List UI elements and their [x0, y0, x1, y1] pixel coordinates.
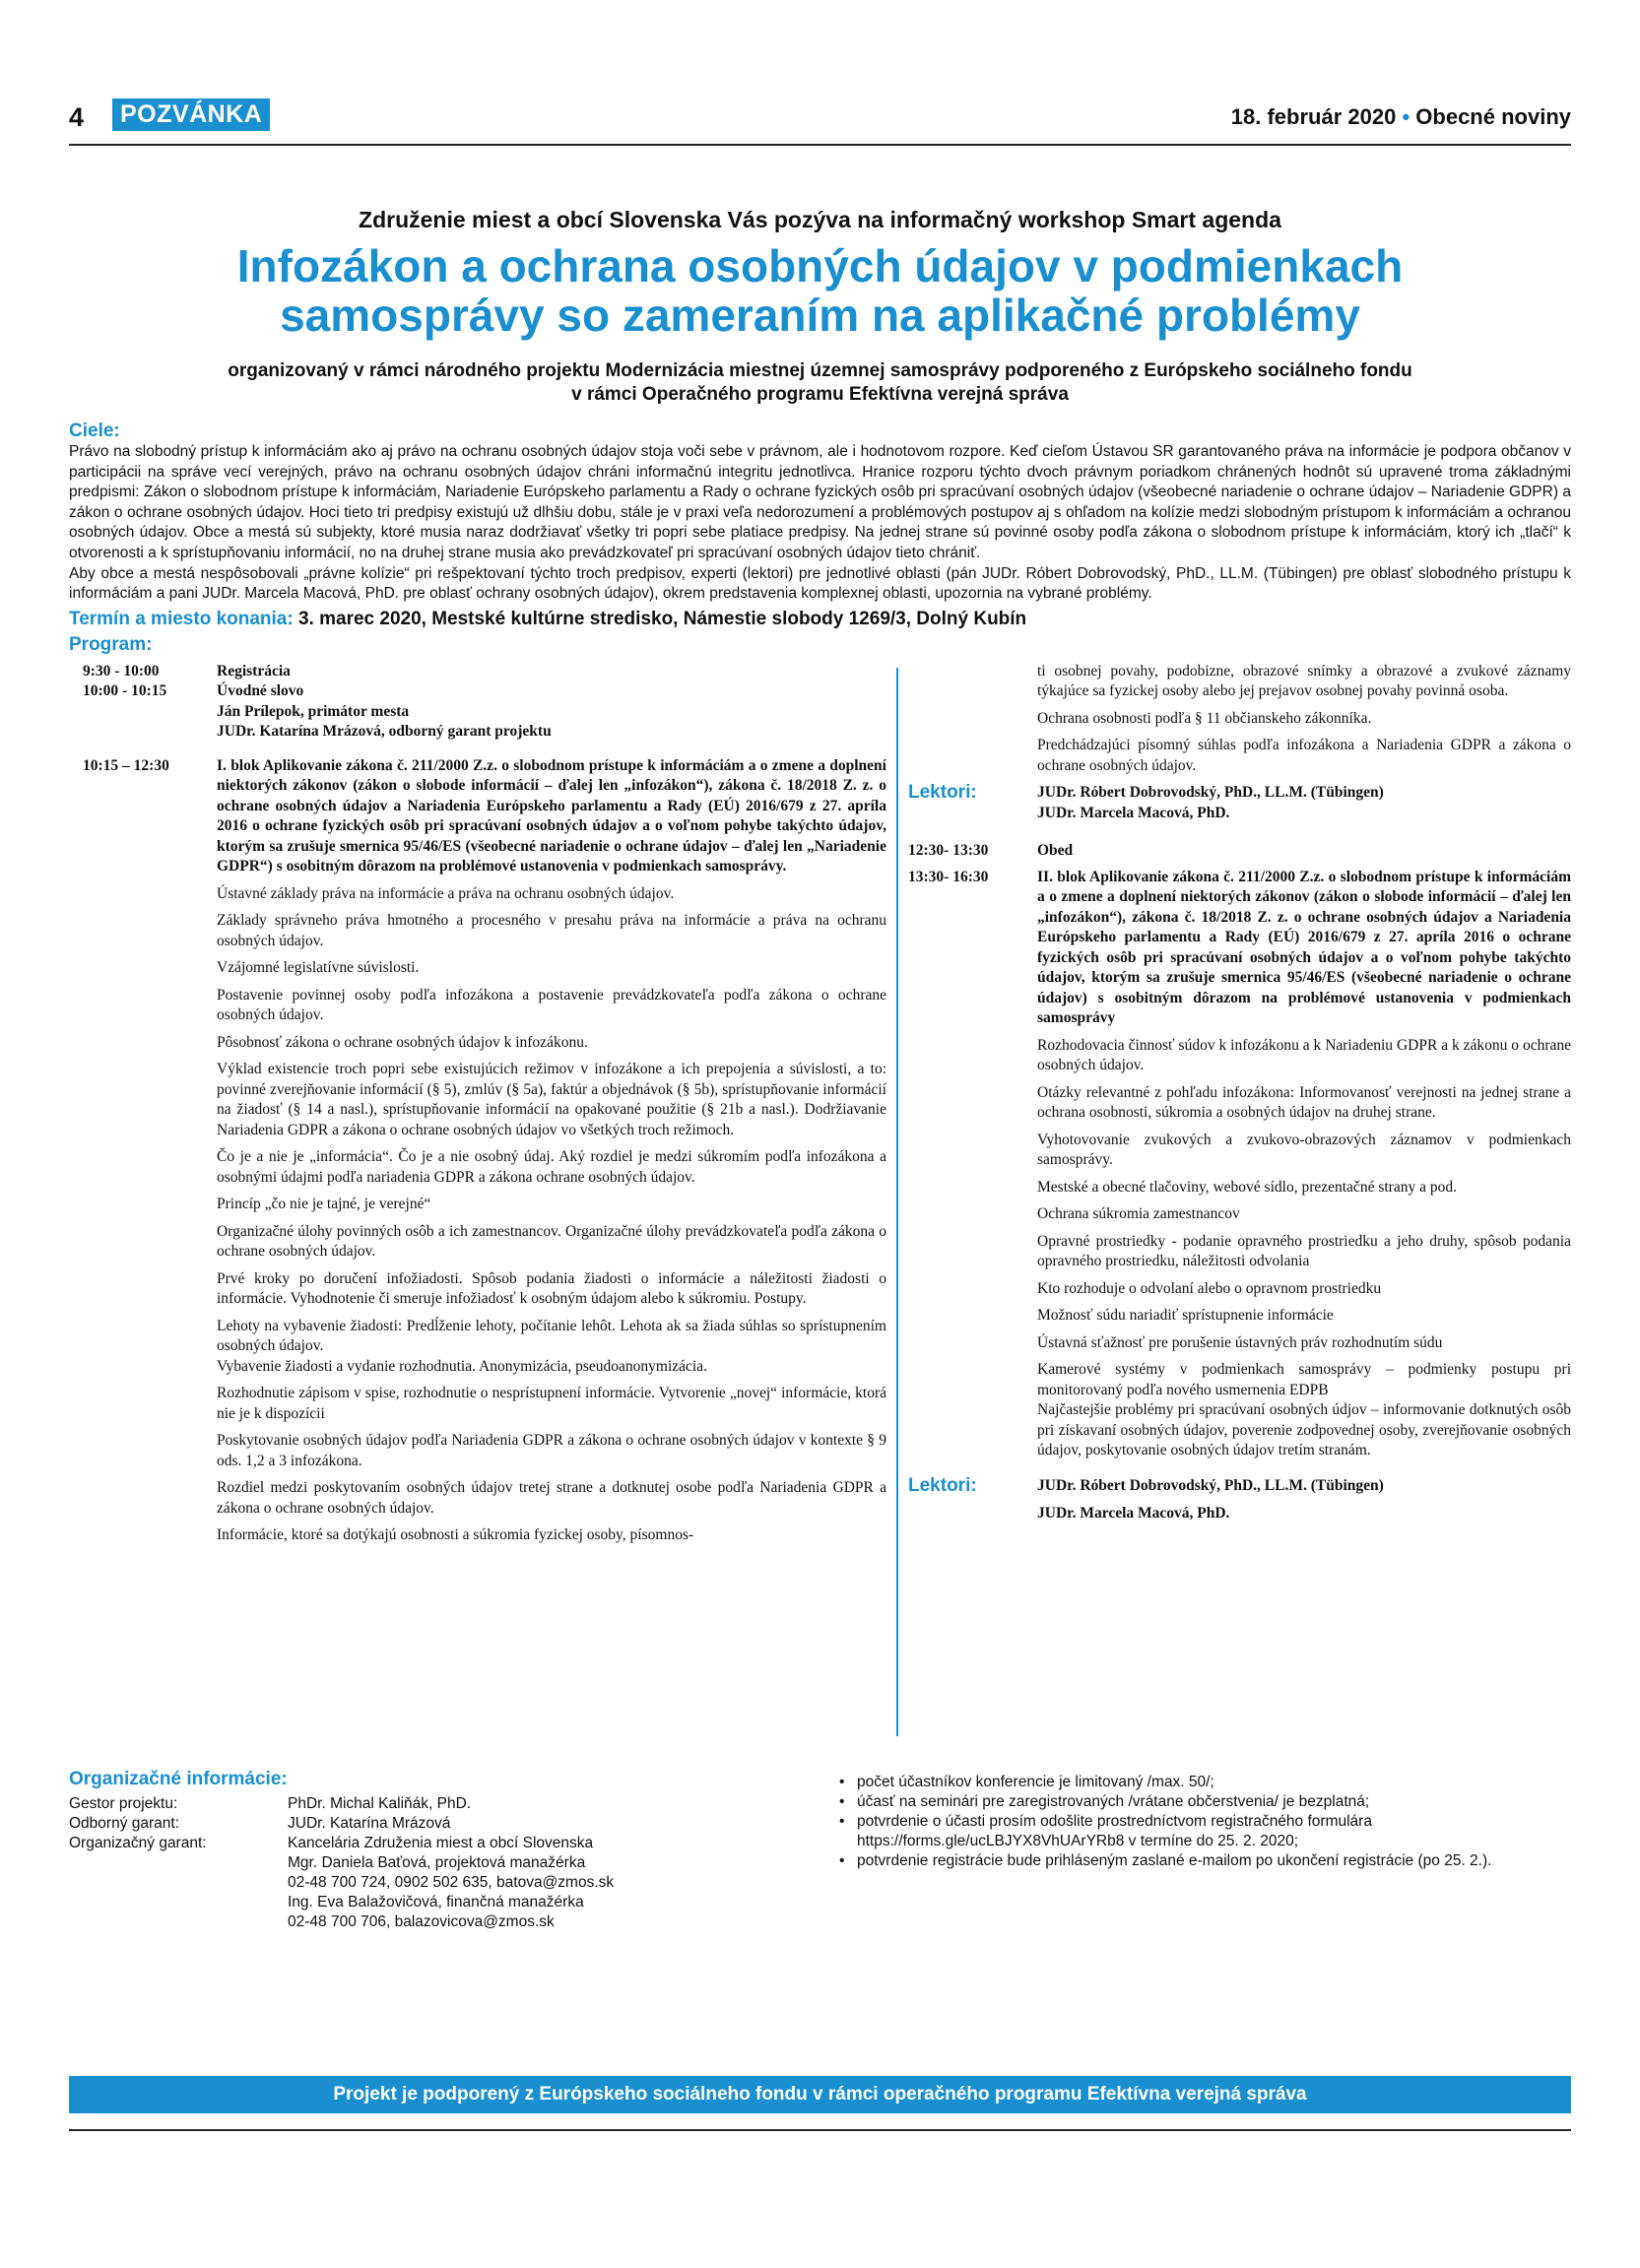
- program-topic: Kamerové systémy v podmienkach samosprávy – podmienky postupu pri monitorovaný podľa nového usmernenia EDPB Najčastejšie problémy pri spracúvaní osobných údjov – informovanie dotknutých osôb pri získavaní osobných údajov, poverenie zodpovednej osoby, zverejňovanie osobných údajov, poskytovanie osobných údajov tretím stranám.: [1037, 1361, 1571, 1459]
- publication-name: Obecné noviny: [1415, 104, 1571, 129]
- org-value-line: JUDr. Katarína Mrázová: [288, 1814, 451, 1832]
- subtitle: [69, 359, 1571, 407]
- org-label: Odborný garant:: [69, 1814, 180, 1832]
- program-topic: Výklad existencie troch popri sebe existujúcich režimov v infozákone a ich prepojenia a súvislosti, a to: povinné zverejňovanie informácií (§ 5), zmlúv (§ 5a), faktúr a objednávok (§ 5b), sprístupňovanie informácií na žiadosť (§ 14 a nasl.), sprístupňovanie informácií na opakované použitie (§ 21b a nasl.). Dodržiavanie Nariadenia GDPR a zákona o ochrane osobných údajov vo všetkých troch režimoch.: [217, 1061, 886, 1138]
- program-item: Registrácia: [217, 662, 291, 680]
- org-note: • potvrdenie registrácie bude prihláseným zaslané e-mailom po ukončení registrácie (po 25. 2.).: [837, 1851, 1571, 1871]
- opening-title: Úvodné slovo: [217, 682, 304, 700]
- program-topic: Lehoty na vybavenie žiadosti: Predĺženie lehoty, počítanie lehôt. Lehota ak sa žiada súhlas so sprístupnením osobných údajov. Vybavenie žiadosti a vydanie rozhodnutia. Anonymizácia, pseudoanonymizácia.: [217, 1317, 886, 1375]
- column-divider: [896, 668, 898, 1736]
- program-topic: Opravné prostriedky - podanie opravného prostriedku a jeho druhy, spôsob podania opravného prostriedku, náležitosti odvolania: [1037, 1232, 1571, 1270]
- org-note-registration-link[interactable]: • potvrdenie o účasti prosím odošlite prostredníctvom registračného formulára https://forms.gle/ucLBJYX8VhUArYRb8 v termíne do 25. 2. 2020;: [837, 1812, 1571, 1851]
- org-value: [288, 1814, 450, 1834]
- goals-text: [69, 442, 1571, 605]
- org-value: [288, 1794, 471, 1814]
- block1-content: [217, 756, 886, 1553]
- org-row-organizer: [69, 1834, 818, 1932]
- bottom-rule: [69, 2129, 1571, 2131]
- program-heading: Program:: [69, 633, 153, 655]
- program-topic: Ochrana osobnosti podľa § 11 občianskeho zákonníka.: [1037, 709, 1372, 727]
- lecturers-names: [1037, 783, 1384, 823]
- program-columns: [69, 662, 1571, 1755]
- org-contacts: [69, 1794, 818, 1932]
- program-topic: Ochrana súkromia zamestnancov: [1037, 1205, 1240, 1223]
- program-topic: Rozhodnutie zápisom v spise, rozhodnutie o nesprístupnení informácie. Vytvorenie „novej“ informácie, ktorá nie je k dispozícii: [217, 1385, 886, 1422]
- program-left-column: [69, 662, 886, 1553]
- program-topic: Predchádzajúci písomný súhlas podľa infozákona a Nariadenia GDPR a zákona o ochrane osobných údajov.: [1037, 737, 1571, 774]
- goals-heading: Ciele:: [69, 421, 120, 441]
- program-topic: Pôsobnosť zákona o ochrane osobných údajov k infozákonu.: [217, 1033, 588, 1051]
- block2-title: II. blok Aplikovanie zákona č. 211/2000 Z.z. o slobodnom prístupe k informáciám a o zmene a doplnení niektorých zákonov (zákon o slobode informácií – ďalej len „infozákon“), zákona č. 18/2018 Z. z. o ochrane osobných údajov a Nariadenia Európskeho parlamentu a Rady (EÚ) 2016/679 z 27. apríla 2016 o ochrane fyzických osôb pri spracúvaní osobných údajov a o voľnom pohybe takýchto údajov, ktorým sa zrušuje smernica 95/46/ES (všeobecné nariadenie o ochrane údajov) s osobitným dôrazom na problémové ustanovenia v podmienkach samosprávy: [1037, 868, 1571, 1027]
- opening-speaker-2: JUDr. Katarína Mrázová, odborný garant projektu: [217, 723, 552, 741]
- page-number: 4: [69, 102, 85, 132]
- program-row-block1: [69, 756, 886, 1553]
- program-topic: Rozhodovacia činnosť súdov k infozákonu a k Nariadeniu GDPR a k zákonu o ochrane osobných údajov.: [1037, 1036, 1571, 1074]
- program-topic: Kto rozhoduje o odvolaní alebo o opravnom prostriedku: [1037, 1279, 1382, 1297]
- program-topic: Ústavná sťažnosť pre porušenie ústavných práv rozhodnutím súdu: [1037, 1333, 1443, 1351]
- program-topic: Otázky relevantné z pohľadu infozákona: Informovanosť verejnosti na jednej strane a ochrana osobnosti, súkromia a osobných údajov na druhej strane.: [1037, 1083, 1571, 1122]
- org-label: Organizačný garant:: [69, 1834, 207, 1851]
- org-value: [288, 1834, 614, 1932]
- subtitle-line-2: v rámci Operačného programu Efektívna verejná správa: [571, 384, 1069, 405]
- footer-band: Projekt je podporený z Európskeho sociálneho fondu v rámci operačného programu Efektívna verejná správa: [69, 2076, 1571, 2113]
- lecturer-2: JUDr. Marcela Macová, PhD.: [1037, 804, 1230, 821]
- issue-date: 18. február 2020: [1230, 104, 1397, 129]
- invite-line: Združenie miest a obcí Slovenska Vás pozýva na informačný workshop Smart agenda: [359, 207, 1281, 232]
- program-topic: Poskytovanie osobných údajov podľa Nariadenia GDPR a zákona o ochrane osobných údajov v kontexte § 9 ods. 1,2 a 3 infozákona.: [217, 1432, 886, 1469]
- org-row-expert: [69, 1814, 818, 1834]
- org-value-line: Mgr. Daniela Baťová, projektová manažérka: [288, 1853, 586, 1871]
- empty-time-cell: [908, 662, 1037, 784]
- block1-title: I. blok Aplikovanie zákona č. 211/2000 Z.z. o slobodnom prístupe k informáciám a o zmene a doplnení niektorých zákonov (zákon o slobode informácií – ďalej len „infozákon“), zákona č. 18/2018 Z. z. o ochrane osobných údajov a Nariadenia Európskeho parlamentu a Rady (EÚ) 2016/679 z 27. apríla 2016 o ochrane fyzických osôb pri spracúvaní osobných údajov a o voľnom pohybe takýchto údajov, ktorým sa zrušuje smernica 95/46/ES (všeobecné nariadenie o ochrane údajov – ďalej len „Nariadenie GDPR“) s osobitným dôrazom na problémové ustanovenia v podmienkach samosprávy.: [217, 756, 886, 875]
- date-venue-value: 3. marec 2020, Mestské kultúrne stredisko, Námestie slobody 1269/3, Dolný Kubín: [297, 608, 1027, 629]
- program-row-block2: [908, 868, 1571, 1468]
- lecturers-block-1: [908, 783, 1571, 823]
- org-note: • účasť na seminári pre zaregistrovaných /vrátane občerstvenia/ je bezplatná;: [837, 1792, 1571, 1812]
- program-topic: Mestské a obecné tlačoviny, webové sídlo, prezentačné strany a pod.: [1037, 1178, 1457, 1196]
- program-time: 12:30- 13:30: [908, 842, 989, 860]
- org-value-line: PhDr. Michal Kaliňák, PhD.: [288, 1794, 472, 1812]
- program-item: Obed: [1037, 842, 1074, 860]
- program-topic: ti osobnej povahy, podobizne, obrazové snímky a obrazové a zvukové záznamy týkajúce sa fyzickej osoby alebo jej prejavov osobnej povahy povinná osoba.: [1037, 662, 1571, 700]
- program-topic: Postavenie povinnej osoby podľa infozákona a postavenie prevádzkovateľa podľa zákona o ochrane osobných údajov.: [217, 986, 886, 1024]
- program-row-lunch: [908, 841, 1571, 862]
- org-contact-email-1[interactable]: 02-48 700 724, 0902 502 635, batova@zmos.sk: [288, 1873, 615, 1891]
- program-topic: Prvé kroky po doručení infožiadosti. Spôsob podania žiadosti o informácie a náležitosti žiadosti o informácie. Vyhodnotenie či smeruje infožiadosť k osobným údajom alebo k súkromiu. Postupy.: [217, 1269, 886, 1308]
- program-time: 10:00 - 10:15: [83, 682, 167, 700]
- lecturers-label: Lektori:: [908, 782, 977, 804]
- org-notes: [837, 1773, 1571, 1871]
- lecturer-1: JUDr. Róbert Dobrovodský, PhD., LL.M. (Tübingen): [1037, 784, 1384, 802]
- lecturers-label: Lektori:: [908, 1474, 977, 1496]
- org-row-gestor: [69, 1794, 818, 1814]
- program-topic: Vzájomné legislatívne súvislosti.: [217, 959, 420, 977]
- separator-dot: •: [1402, 104, 1410, 129]
- page-title: [69, 241, 1571, 340]
- goals-paragraph-2: Aby obce a mestá nespôsobovali „právne kolízie“ pri rešpektovaní týchto troch predpisov, experti (lektori) pre jednotlivé oblasti (pán JUDr. Róbert Dobrovodský, PhD., LL.M. (Tübingen) pre oblasť slobodného prístupu k informáciám a pani JUDr. Marcela Macová, PhD. pre oblasť ochrany osobných údajov), okrem predstavenia komplexnej oblasti, upozornia na vybrané problémy.: [69, 564, 1571, 603]
- program-topic: Princíp „čo nie je tajné, je verejné“: [217, 1196, 431, 1213]
- block2-content: [1037, 868, 1571, 1468]
- issue-info: [1231, 104, 1571, 130]
- org-info-heading: Organizačné informácie:: [69, 1768, 288, 1789]
- lecturers-block-2: [908, 1476, 1571, 1524]
- block2-topics: [1037, 1036, 1571, 1461]
- newspaper-page: [69, 95, 1571, 2105]
- program-topic: Organizačné úlohy povinných osôb a ich zamestnancov. Organizačné úlohy prevádzkovateľa podľa zákona o ochrane osobných údajov.: [217, 1222, 886, 1261]
- date-venue-label: Termín a miesto konania:: [69, 608, 294, 629]
- program-topic: Vyhotovovanie zvukových a zvukovo-obrazových záznamov v podmienkach samosprávy.: [1037, 1131, 1571, 1169]
- org-notes-list: [837, 1773, 1571, 1871]
- goals-paragraph-1: Právo na slobodný prístup k informáciám ako aj právo na ochranu osobných údajov stoja voči sebe v právnom, ale i hodnotovom rozpore. Keď cieľom Ústavou SR garantovaného práva na informácie je podpora občanov v participácii na správe vecí verejných, právo na ochranu osobných údajov chráni informačnú integritu jednotlivca. Hranice rozporu týchto dvoch právnym poriadkom chránených hodnôt sú upravené troma základnými predpismi: Zákon o slobodnom prístupe k informáciám, Nariadenie Európskeho parlamentu a Rady o ochrane fyzických osôb pri spracúvaní osobných údajov (všeobecné nariadenie o ochrane údajov – Nariadenie GDPR) a zákon o ochrane osobných údajov. Hoci tieto tri predpisy existujú už dlhšiu dobu, stále je v praxi veľa nedorozumení a problémových postupov aj s ohľadom na kolízie medzi slobodným prístupom k informáciám a ochranou osobných údajov. Obce a mestá sú subjekty, ktoré musia naraz dodržiavať všetky tri popri sebe platiace predpisy. Na jednej strane sú povinné osoby podľa zákona o slobodnom prístupe k informáciám, ktorý ich „tlačí“ k otvorenosti a k sprístupňovaniu informácií, no na druhej strane musia ako prevádzkovateľ pri spracúvaní osobných údajov tieto chrániť.: [69, 443, 1571, 561]
- title-line-2: samosprávy so zameraním na aplikačné problémy: [280, 290, 1360, 341]
- program-time: 10:15 – 12:30: [83, 756, 169, 774]
- program-topic: Ústavné základy práva na informácie a práva na ochranu osobných údajov.: [217, 884, 675, 902]
- program-topic: Informácie, ktoré sa dotýkajú osobnosti a súkromia fyzickej osoby, písomnos-: [217, 1526, 694, 1544]
- section-badge: POZVÁNKA: [112, 98, 270, 131]
- lecturers-names: [1037, 1476, 1384, 1524]
- opening-speaker-1: Ján Prílepok, primátor mesta: [217, 702, 410, 720]
- program-row-registration: [69, 662, 886, 682]
- program-topic: Čo je a nie je „informácia“. Čo je a nie osobný údaj. Aký rozdiel je medzi súkromím podľa infozákona a osobnými údajmi podľa nariadenia GDPR a zákona ochrane osobných údajov.: [217, 1148, 886, 1186]
- org-label: Gestor projektu:: [69, 1794, 178, 1812]
- block1-continued-topics: [1037, 662, 1571, 784]
- title-line-1: Infozákon a ochrana osobných údajov v podmienkach: [236, 240, 1404, 292]
- page-header: [69, 95, 1571, 146]
- program-topic: Rozdiel medzi poskytovaním osobných údajov tretej strane a dotknutej osobe podľa Nariadenia GDPR a zákona o ochrane osobných údajov.: [217, 1479, 886, 1517]
- program-row-opening: [69, 681, 886, 743]
- subtitle-line-1: organizovaný v rámci národného projektu Modernizácia miestnej územnej samosprávy podporeného z Európskeho sociálneho fondu: [228, 360, 1412, 381]
- program-row-continued: [908, 662, 1571, 784]
- block1-topics: [217, 884, 886, 1546]
- org-contact-email-2[interactable]: 02-48 700 706, balazovicova@zmos.sk: [288, 1912, 555, 1930]
- program-topic: Základy správneho práva hmotného a procesného v presahu práva na informácie a práva na ochranu osobných údajov.: [217, 912, 886, 949]
- program-time: 9:30 - 10:00: [83, 662, 160, 680]
- program-item: [217, 681, 886, 743]
- org-value-line: Ing. Eva Balažovičová, finančná manažérka: [288, 1893, 584, 1911]
- program-topic: Možnosť súdu nariadiť sprístupnenie informácie: [1037, 1307, 1334, 1325]
- org-note: • počet účastníkov konferencie je limitovaný /max. 50/;: [837, 1773, 1571, 1792]
- program-right-column: [908, 662, 1571, 1524]
- org-value-line: Kancelária Združenia miest a obcí Slovenska: [288, 1834, 594, 1851]
- program-time: 13:30- 16:30: [908, 868, 989, 885]
- lecturer-2: JUDr. Marcela Macová, PhD.: [1037, 1505, 1230, 1523]
- date-and-venue: [69, 609, 1571, 630]
- lecturer-1: JUDr. Róbert Dobrovodský, PhD., LL.M. (Tübingen): [1037, 1476, 1384, 1494]
